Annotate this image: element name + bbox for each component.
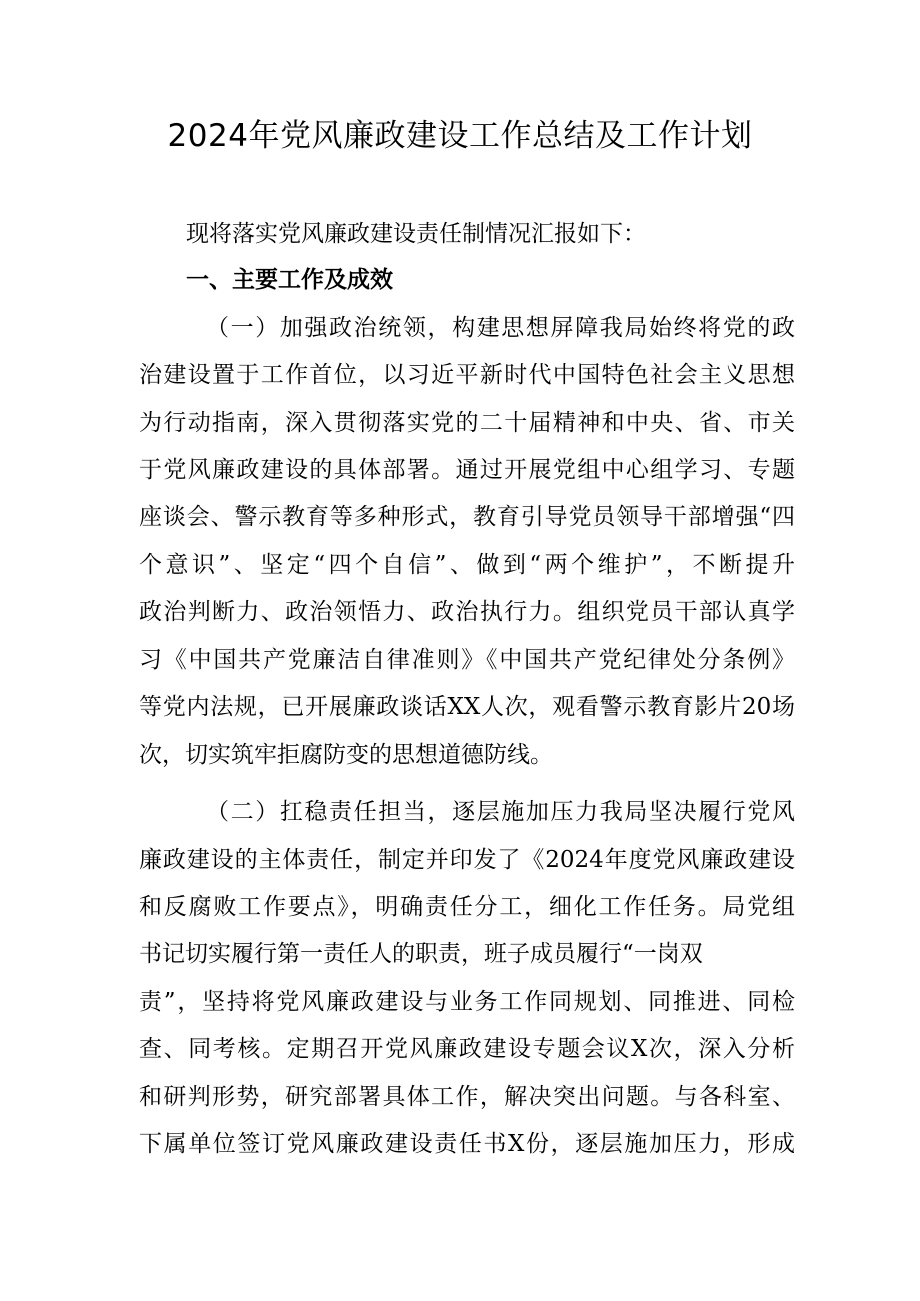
paragraph-line: 治建设置于工作首位，以习近平新时代中国特色社会主义思想 [139,362,795,388]
paragraph-line: 和研判形势，研究部署具体工作，解决突出问题。与各科室、 [139,1084,795,1110]
paragraph-line: 个意识”、坚定“四个自信”、做到“两个维护”，不断提升 [139,552,795,578]
paragraph-line: 座谈会、警示教育等多种形式，教育引导党员领导干部增强“四 [139,504,795,530]
paragraph-line: 和反腐败工作要点》，明确责任分工，细化工作任务。局党组 [139,894,795,920]
paragraph-line: 政治判断力、政治领悟力、政治执行力。组织党员干部认真学 [139,599,795,625]
paragraph-line: （二）扛稳责任担当，逐层施加压力我局坚决履行党风 [206,799,795,825]
paragraph-line: 廉政建设的主体责任，制定并印发了《2024年度党风廉政建设 [139,847,795,873]
paragraph-line: 次，切实筑牢拒腐防变的思想道德防线。 [139,742,553,768]
paragraph-line: （一）加强政治统领，构建思想屏障我局始终将党的政 [206,315,795,341]
paragraph-line: 于党风廉政建设的具体部署。通过开展党组中心组学习、专题 [139,457,795,483]
paragraph-line: 为行动指南，深入贯彻落实党的二十届精神和中央、省、市关 [139,410,795,436]
intro-text: 现将落实党风廉政建设责任制情况汇报如下： [186,221,646,247]
paragraph-line: 习《中国共产党廉洁自律准则》《中国共产党纪律处分条例》 [139,647,795,673]
paragraph-line: 下属单位签订党风廉政建设责任书X份，逐层施加压力，形成 [139,1131,795,1157]
document-title: 2024年党风廉政建设工作总结及工作计划 [167,118,753,154]
paragraph-line: 等党内法规，已开展廉政谈话XX人次，观看警示教育影片20场 [139,694,795,720]
paragraph-line: 查、同考核。定期召开党风廉政建设专题会议X次，深入分析 [139,1036,795,1062]
paragraph-line: 责”，坚持将党风廉政建设与业务工作同规划、同推进、同检 [139,989,795,1015]
paragraph-line: 书记切实履行第一责任人的职责，班子成员履行“一岗双 [139,941,703,967]
section-heading: 一、主要工作及成效 [186,267,393,293]
